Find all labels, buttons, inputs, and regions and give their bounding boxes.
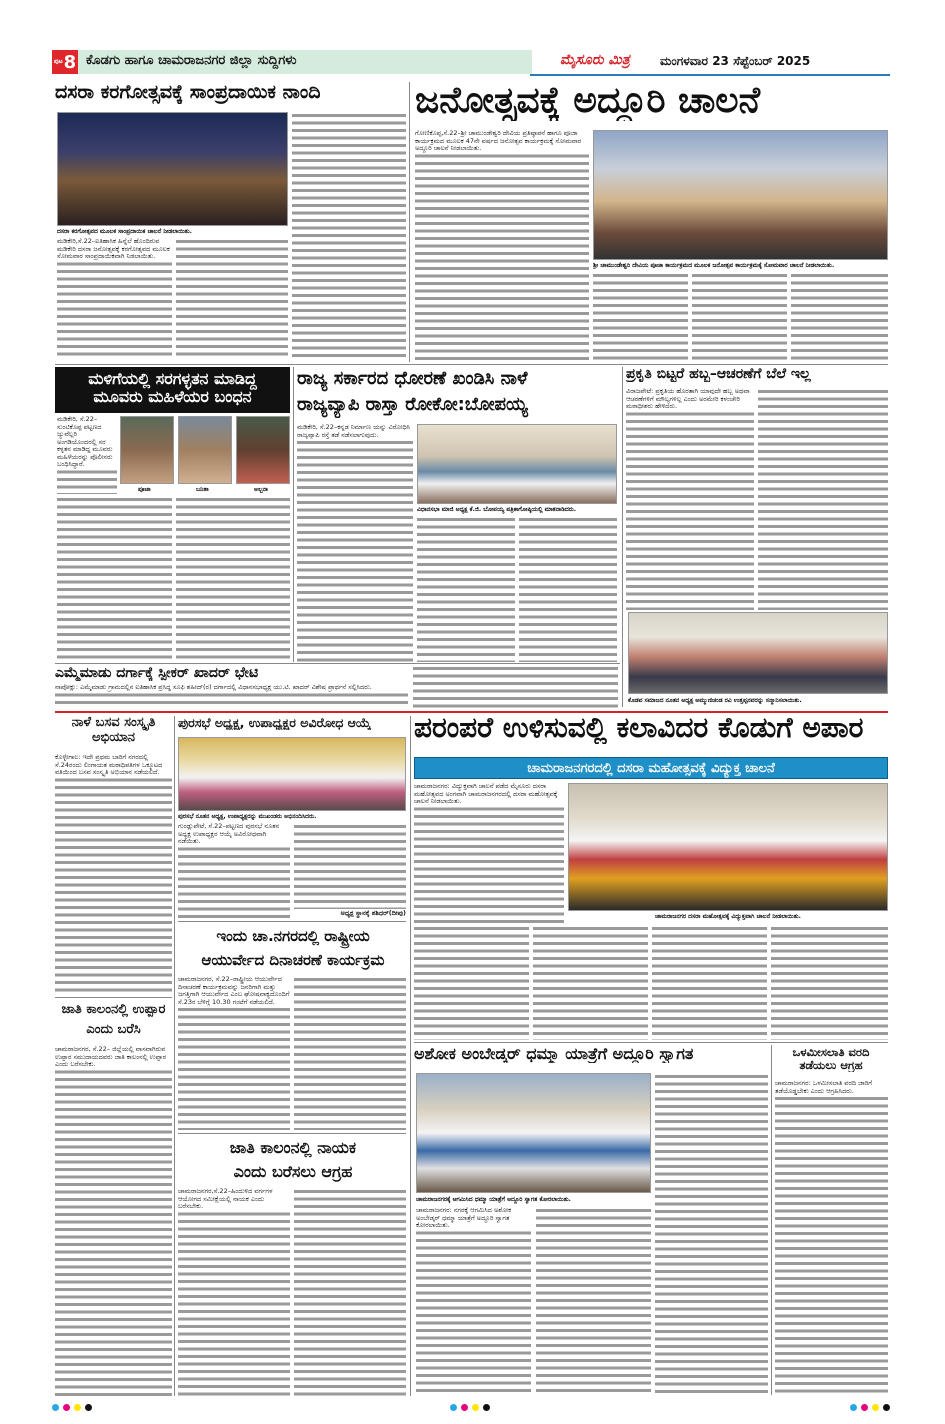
registration-dot — [472, 1404, 479, 1411]
article-body — [55, 754, 172, 994]
row-rule — [414, 1042, 888, 1043]
article-body — [178, 823, 290, 919]
article-lead: ಚಾಮರಾಜನಗರ,ಸೆ.22–ಹಿಂದುಳಿದ ವರ್ಗಗಳ ಆಯೋಗದ ಸಮೀಕ್ಷೆಯಲ್ಲಿ ನಾಯಕ ಎಂದು ಬರೆಸಬೇಕು. — [178, 1188, 290, 1211]
caption-ambedkar: ಚಾಮರಾಜನಗರಕ್ಕೆ ಆಗಮಿಸಿದ ಧಮ್ಮಾ ಯಾತ್ರೆಗೆ ಅದ್ದೂರಿ ಸ್ವಾಗತ ಕೋರಲಾಯಿತು. — [416, 1196, 651, 1204]
registration-dot — [883, 1404, 890, 1411]
article-lead: ಮಡಿಕೇರಿ,ಸೆ.22–ಐತಿಹಾಸಿಕ ಹಿನ್ನೆಲೆ ಹೊಂದಿರುವ ಮಡಿಕೇರಿ ದಸರಾ ಜನೋತ್ಸವಕ್ಕೆ ಕರಗೋತ್ಸವದ ಮೂಲಕ ಸೋಮವಾರ ಸಾಂಪ್ರದಾಯಿಕವಾಗಿ ನಿಡಲಾಯಿತು. — [57, 238, 172, 261]
article-body — [416, 1207, 531, 1395]
registration-dot — [74, 1404, 81, 1411]
row-rule — [178, 1133, 406, 1134]
article-lead: ಗುಂಡ್ಲುಪೇಟೆ, ಸೆ.22–ಪಟ್ಟಣದ ಪುರಸಭೆ ನೂತನ ಅಧ್ಯಕ್ಷ ಉಪಾಧ್ಯಕ್ಷರ ಆಯ್ಕೆ ಅವಿರೋಧವಾಗಿ ನಡೆಯಿತು. — [178, 823, 290, 846]
column-rule — [410, 716, 411, 1396]
registration-dot — [850, 1404, 857, 1411]
header-rule — [530, 74, 890, 76]
subheadline-band: ಚಾಮರಾಜನಗರದಲ್ಲಿ ದಸರಾ ಮಹೋತ್ಸವಕ್ಕೆ ವಿದ್ಯುಕ್ತ ಚಾಲನೆ — [414, 757, 888, 779]
row-rule — [55, 663, 620, 664]
headline-karaga: ದಸರಾ ಕರಗೋತ್ಸವಕ್ಕೆ ಸಾಂಪ್ರದಾಯಿಕ ನಾಂದಿ — [55, 82, 321, 103]
photo-kodava-samaja — [628, 612, 888, 694]
registration-dot — [450, 1404, 457, 1411]
article-body — [294, 976, 406, 1130]
article-body — [413, 665, 618, 708]
photo-label: ಪೂಜಾ — [138, 486, 151, 493]
article-body — [297, 424, 413, 662]
page-number: 8 — [63, 51, 77, 73]
registration-dot — [63, 1404, 70, 1411]
column-rule — [55, 997, 172, 998]
article-lead: ಚಾಮರಾಜನಗರ: ಒಳಮೀಸಲಾತಿ ವರದಿ ಜಾರಿಗೆ ತಡೆಯೊಡ್ಡಬೇಕು ಎಂದು ಆಗ್ರಹಿಸಿದರು. — [775, 1080, 888, 1095]
photo-press-meet — [417, 424, 617, 504]
article-lead: ಚಾಮರಾಜನಗರ, ಸೆ.22– ಜಿಲ್ಲೆಯಲ್ಲಿ ವಾಸವಾಗಿರುವ ಉಪ್ಪಾರ ಸಮುದಾಯದವರು ಜಾತಿ ಕಾಲಂನಲ್ಲಿ ಉಪ್ಪಾರ ಎಂದು ಬರೆಸಬೇಕು. — [55, 1046, 172, 1069]
caption-janotsava: ಶ್ರೀ ಚಾಮುಂಡೇಶ್ವರಿ ದೇವಿಯ ಪೂಜಾ ಕಾರ್ಯಕ್ರಮದ ಮೂಲಕ ಜನೋತ್ಸವ ಕಾರ್ಯಕ್ರಮಕ್ಕೆ ಸೋಮವಾರ ಚಾಲನೆ ನೀಡಲಾಯಿತು. — [593, 262, 888, 270]
article-body — [57, 416, 117, 494]
article-lead: ಚಾಮರಾಜನಗರ: ವಿದ್ಯುಕ್ತವಾಗಿ ಚಾಲನೆ ಪಡೆದ ಮೈಸೂರು ದಸರಾ ಮಹೋತ್ಸವದ ಅಂಗವಾಗಿ ಚಾಮರಾಜನಗರದಲ್ಲಿ ದಸರಾ ಮಹೋತ್ಸವಕ್ಕೆ ಚಾಲನೆ ನೀಡಲಾಯಿತು. — [414, 783, 564, 806]
article-body — [536, 1207, 651, 1395]
column-rule — [174, 716, 175, 1396]
registration-dot — [52, 1404, 59, 1411]
article-body — [292, 112, 406, 360]
article-body — [178, 976, 290, 1130]
article-body — [176, 496, 290, 661]
headline-line: ಇಂದು ಚಾ.ನಗರದಲ್ಲಿ ರಾಷ್ಟ್ರೀಯ — [216, 927, 370, 945]
article-lead: ಮಡಿಕೇರಿ, ಸೆ.22– ಸುಂಟಿಕೊಪ್ಪ ಪಟ್ಟಣದ ಜ್ಯುವೆಲ್ಲರಿ ಅಂಗಡಿಯೊಂದರಲ್ಲಿ ಸರ ಕಳ್ಳತನ ಮಾಡಿದ್ದ ಮೂವರು ಮಹಿಳೆಯರನ್ನು ಪೊಲೀಸರು ಬಂಧಿಸಿದ್ದಾರೆ. — [57, 416, 117, 469]
page-label: ಪುಟ — [53, 58, 63, 65]
photo-karaga-procession — [57, 112, 288, 226]
headline-line: ಜಾತಿ ಕಾಲಂನಲ್ಲಿ ನಾಯಕ — [229, 1138, 357, 1157]
headline-ayurveda — [178, 924, 408, 972]
row-rule — [178, 921, 406, 922]
column-rule — [409, 82, 410, 362]
photo-label: ಬನಿತಾ — [196, 486, 209, 493]
headline-line: ಆಯುರ್ವೇದ ದಿನಾಚರಣೆ ಕಾರ್ಯಕ್ರಮ — [201, 951, 385, 969]
byline: ಅಧ್ಯಕ್ಷ ಸ್ಥಾನಕ್ಕೆ ಶಶಿಧರ್(ದೀಪು) — [294, 910, 406, 918]
headline-prakruti: ಪ್ರಕೃತಿ ಬಿಟ್ಟರೆ ಹಬ್ಬ–ಆಚರಣೆಗೆ ಬೆಲೆ ಇಲ್ಲ — [626, 366, 811, 382]
caption-purasabhe: ಪುರಸಭೆ ನೂತನ ಅಧ್ಯಕ್ಷ, ಉಪಾಧ್ಯಕ್ಷರನ್ನು ಮುಖಂಡರು ಅಭಿನಂದಿಸಿದರು. — [178, 813, 406, 821]
article-body — [758, 388, 888, 610]
issue-date: ಮಂಗಳವಾರ 23 ಸೆಪ್ಟೆಂಬರ್ 2025 — [660, 54, 811, 68]
article-body — [294, 1188, 406, 1396]
headline-rasta-roko — [297, 366, 619, 418]
article-body — [294, 823, 406, 909]
headline-janotsava: ಜನೋತ್ಸವಕ್ಕೆ ಅದ್ದೂರಿ ಚಾಲನೆ — [415, 80, 761, 121]
headline-ambedkar: ಅಶೋಕ ಅಂಬೇಡ್ಕರ್ ಧಮ್ಮಾ ಯಾತ್ರೆಗೆ ಅದ್ದೂರಿ ಸ್ವಾಗತ — [414, 1045, 694, 1063]
caption-prakruti: ಕೊಡವ ಸಮಾಜದ ನೂತನ ಅಧ್ಯಕ್ಷ ಅಮ್ಮುಣಿಚಂಡ ರವಿ ಉತ್ತಪ್ಪನವರನ್ನು ಸನ್ಮಾನಿಸಲಾಯಿತು. — [628, 697, 888, 705]
headline-line: ಮಳಿಗೆಯಲ್ಲಿ ಸರಗಳ್ಳತನ ಮಾಡಿದ್ದ — [88, 369, 257, 388]
photo-dasara-inauguration — [568, 783, 888, 911]
column-rule — [293, 367, 294, 662]
article-body — [176, 238, 288, 360]
registration-dot — [483, 1404, 490, 1411]
article-lead: ವಿರಾಜಪೇಟೆ: ಪ್ರಕೃತಿಯ ಹೊರತಾಗಿ ಯಾವುದೇ ಹಬ್ಬ ಅಥವಾ ಆಚರಣೆಗಳಿಗೆ ಮೌಲ್ಯಗಳಿಲ್ಲ ಎಂದು ಅರಮೇರಿ ಕಳಂಚೇರಿ ಮಠಾಧೀಶರು ಹೇಳಿದರು. — [626, 388, 754, 411]
photo-accused-1 — [120, 416, 174, 484]
column-rule — [771, 1045, 772, 1395]
article-body — [414, 783, 564, 923]
photo-dhamma-yatra — [416, 1073, 651, 1193]
article-body — [771, 925, 888, 1040]
photo-janotsava-inauguration — [593, 130, 888, 260]
article-body — [692, 272, 787, 362]
article-lead: ನಾಪೋಕ್ಲು: ಎಮ್ಮೆಮಾಡು ಗ್ರಾಮದಲ್ಲಿನ ಐತಿಹಾಸಿಕ ಪ್ರಸಿದ್ಧ ಸೂಫಿ ಶಹೀದ್(ರ) ದರ್ಗಾದಲ್ಲಿ ವಿಧಾನಸಭಾಧ್ಯಕ್ಷ ಯು.ಟಿ. ಖಾದರ್ ವಿಶೇಷ ಪ್ರಾರ್ಥನೆ ಸಲ್ಲಿಸಿದರು. — [55, 684, 408, 692]
headline-nayaka — [178, 1136, 408, 1184]
photo-label: ಅಲ್ಬನಾ — [254, 486, 268, 493]
row-rule — [55, 364, 888, 365]
headline-parampare: ಪರಂಪರೆ ಉಳಿಸುವಲ್ಲಿ ಕಲಾವಿದರ ಕೊಡುಗೆ ಅಪಾರ — [414, 712, 864, 744]
photo-purasabhe — [178, 737, 406, 811]
article-body — [55, 1046, 172, 1396]
article-lead: ಚಾಮರಾಜನಗರ: ನಗರಕ್ಕೆ ಆಗಮಿಸಿದ ಅಶೋಕ ಅಂಬೇಡ್ಕರ್ ಧಮ್ಮಾ ಯಾತ್ರೆಗೆ ಅದ್ದೂರಿ ಸ್ವಾಗತ ಕೋರಲಾಯಿತು. — [416, 1207, 531, 1230]
headline-theft — [55, 367, 290, 413]
headline-purasabhe: ಪುರಸಭೆ ಅಧ್ಯಕ್ಷ, ಉಪಾಧ್ಯಕ್ಷರ ಅವಿರೋಧ ಆಯ್ಕೆ — [178, 716, 372, 730]
headline-basava: ನಾಳೆ ಬಸವ ಸಂಸ್ಕೃತಿ ಅಭಿಯಾನ — [71, 716, 156, 745]
article-body — [178, 1188, 290, 1396]
article-body — [414, 925, 529, 1040]
page-number-badge — [52, 50, 78, 74]
headline-uppara: ಜಾತಿ ಕಾಲಂನಲ್ಲಿ ಉಪ್ಪಾರ ಎಂದು ಬರೆಸಿ — [61, 1002, 166, 1037]
headline-olamisalati: ಒಳಮೀಸಲಾತಿ ವರದಿ ತಡೆಯಲು ಆಗ್ರಹ — [792, 1046, 870, 1073]
article-body — [519, 516, 617, 662]
registration-dot — [872, 1404, 879, 1411]
photo-accused-2 — [178, 416, 232, 484]
registration-dot — [861, 1404, 868, 1411]
section-title: ಕೊಡಗು ಹಾಗೂ ಚಾಮರಾಜನಗರ ಜಿಲ್ಲಾ ಸುದ್ದಿಗಳು — [86, 53, 297, 68]
caption-karaga: ದಸರಾ ಕರಗೋತ್ಸವದ ಮೂಲಕ ಸಾಂಪ್ರದಾಯಿಕ ಚಾಲನೆ ನೀಡಲಾಯಿತು. — [57, 228, 288, 236]
article-lead: ಕೊಳ್ಳೇಗಾಲ: ಇದೇ ಪ್ರಥಮ ಬಾರಿಗೆ ನಗರದಲ್ಲಿ ಸೆ.24ರಂದು ಲಿಂಗಾಯತ ಮಠಾಧಿಪತಿಗಳ ಒಕ್ಕೂಟದ ವತಿಯಿಂದ ಬಸವ ಸಂಸ್ಕೃತಿ ಅಭಿಯಾನ ನಡೆಯಲಿದೆ. — [55, 754, 172, 777]
article-body — [533, 925, 648, 1040]
headline-line: ರಾಜ್ಯವ್ಯಾಪಿ ರಾಸ್ತಾ ರೋಕೋ:ಬೋಪಯ್ಯ — [297, 394, 528, 415]
article-body — [652, 925, 767, 1040]
headline-speaker: ಎಮ್ಮೆಮಾಡು ದರ್ಗಾಕ್ಕೆ ಸ್ಪೀಕರ್ ಖಾದರ್ ಭೇಟಿ — [55, 665, 259, 681]
article-body — [791, 272, 888, 362]
article-lead: ಗೋಣಿಕೊಪ್ಪ,ಸೆ.22–ಶ್ರೀ ಚಾಮುಂಡೇಶ್ವರಿ ದೇವಿಯ ಪ್ರತಿಷ್ಠಾಪನೆ ಹಾಗೂ ಪೂಜಾ ಕಾರ್ಯಕ್ರಮದ ಮೂಲಕ 47ನೇ ವರ್ಷದ ಜನೋತ್ಸವ ಕಾರ್ಯಕ್ರಮಕ್ಕೆ ಸೋಮವಾರ ಅದ್ದೂರಿ ಚಾಲನೆ ನೀಡಲಾಯಿತು. — [415, 130, 589, 153]
headline-line: ಮೂವರು ಮಹಿಳೆಯರ ಬಂಧನ — [93, 387, 252, 407]
article-lead: ಮಡಿಕೇರಿ, ಸೆ.22–ಕನ್ನಡ ನಿರ್ಮಾಣ ಯನ್ನು ವಿರೋಧಿಸಿ ರಾಜ್ಯವ್ಯಾಪಿ ರಸ್ತೆ ತಡೆ ನಡೆಸಲಾಗುವುದು. — [297, 424, 413, 439]
photo-accused-3 — [236, 416, 290, 484]
caption-parampare: ಚಾಮರಾಜನಗರ ದಸರಾ ಮಹೋತ್ಸವಕ್ಕೆ ವಿದ್ಯುಕ್ತವಾಗಿ ಚಾಲನೆ ನೀಡಲಾಯಿತು. — [568, 913, 888, 921]
registration-dot — [461, 1404, 468, 1411]
article-body — [655, 1073, 768, 1395]
article-body — [593, 272, 688, 362]
registration-dot — [85, 1404, 92, 1411]
headline-line: ರಾಜ್ಯ ಸರ್ಕಾರದ ಧೋರಣೆ ಖಂಡಿಸಿ ನಾಳೆ — [297, 368, 528, 389]
article-body — [417, 516, 515, 662]
article-body — [415, 130, 589, 362]
article-body — [775, 1080, 888, 1395]
caption-rasta: ವಿಧಾನಸಭಾ ಮಾಜಿ ಅಧ್ಯಕ್ಷ ಕೆ.ಜಿ. ಬೋಪಯ್ಯ ಪತ್ರಿಕಾಗೋಷ್ಠಿಯಲ್ಲಿ ಮಾತನಾಡಿದರು. — [417, 506, 617, 514]
article-lead: ಚಾಮರಾಜನಗರ, ಸೆ.22–ರಾಷ್ಟ್ರೀಯ ಆಯುರ್ವೇದ ದಿನಾಚರಣೆ ಕಾರ್ಯಕ್ರಮವನ್ನು ಜನರಿಗಾಗಿ ಮತ್ತು ಜಗತ್ತಿಗಾಗಿ ಆಯುರ್ವೇದ ಎಂಬ ಘೋಷವಾಕ್ಯದೊಂದಿಗೆ ಸೆ.23ರ ಬೆಳಿಗ್ಗೆ 10.30 ಗಂಟೆಗೆ ನಡೆಯಲಿದೆ. — [178, 976, 290, 1006]
article-body — [626, 388, 754, 610]
headline-line: ಎಂದು ಬರೆಸಲು ಆಗ್ರಹ — [233, 1162, 353, 1181]
article-body — [57, 238, 172, 360]
masthead-logo: ಮೈಸೂರು ಮಿತ್ರ — [560, 52, 630, 68]
article-body — [57, 496, 172, 661]
column-rule — [622, 367, 623, 707]
article-body — [55, 684, 408, 708]
